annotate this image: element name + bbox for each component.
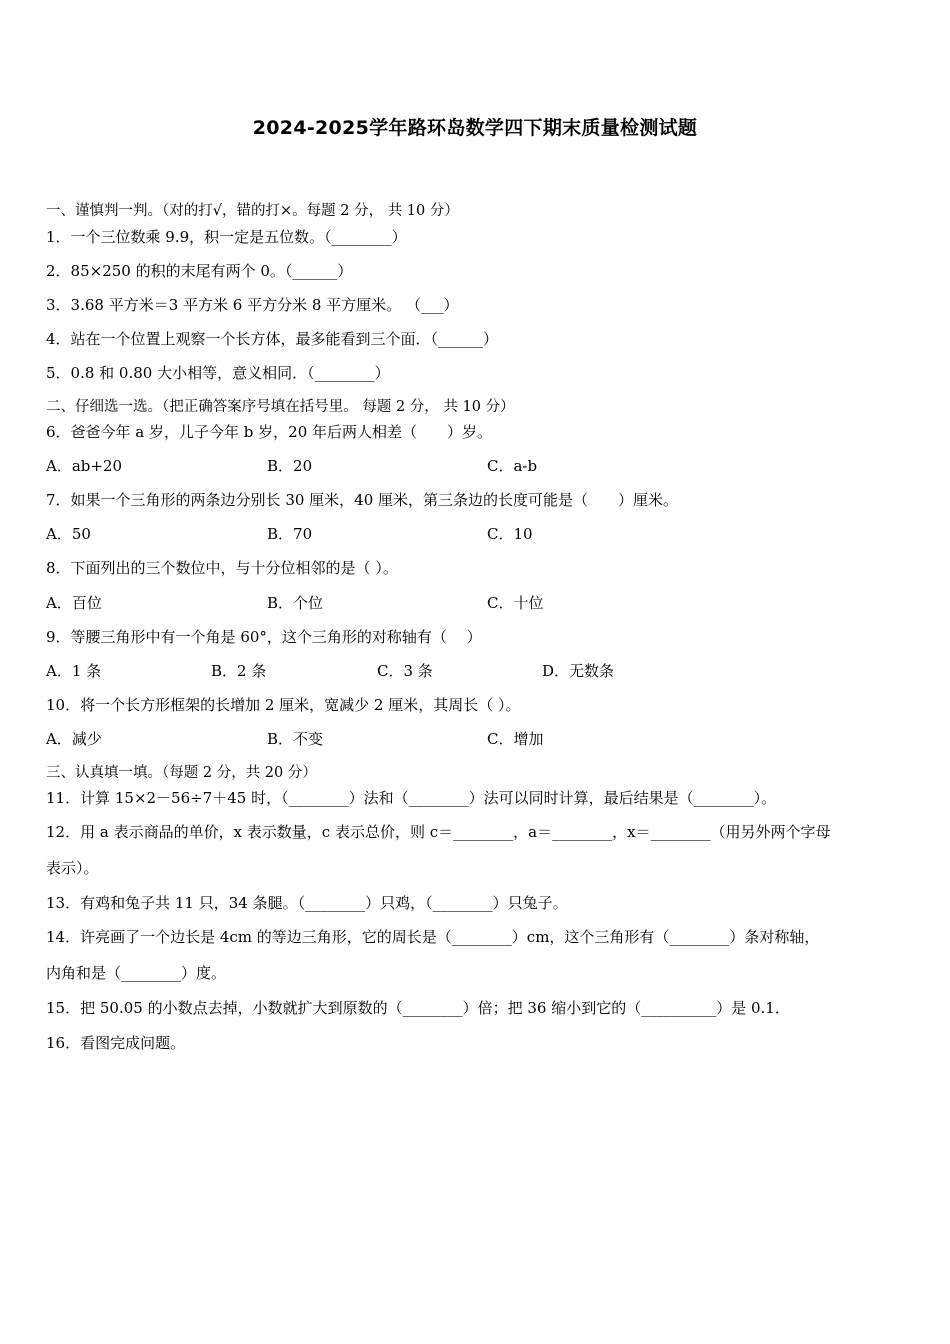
question-9-option-c: C．3 条	[377, 662, 433, 680]
question-7-option-c: C．10	[487, 525, 533, 543]
question-4: 4．站在一个位置上观察一个长方体，最多能看到三个面．（______）	[46, 330, 499, 348]
question-6-option-a: A．ab+20	[46, 457, 123, 475]
question-6: 6．爸爸今年 a 岁，儿子今年 b 岁，20 年后两人相差（ ）岁。	[46, 423, 493, 441]
question-5: 5．0.8 和 0.80 大小相等，意义相同．（________）	[46, 364, 390, 382]
question-2: 2．85×250 的积的末尾有两个 0。（______）	[46, 262, 353, 280]
question-12-line-1: 12．用 a 表示商品的单价，x 表示数量，c 表示总价，则 c＝________，a＝________，x＝________（用另外两个字母	[46, 823, 831, 841]
question-7-option-b: B．70	[267, 525, 313, 543]
question-8-option-a: A．百位	[46, 594, 102, 612]
section-2-heading: 二、仔细选一选。（把正确答案序号填在括号里。 每题 2 分， 共 10 分）	[46, 399, 515, 415]
question-15: 15．把 50.05 的小数点去掉，小数就扩大到原数的（________）倍；把 36 缩小到它的（__________）是 0.1．	[46, 999, 790, 1017]
question-14-line-1: 14．许亮画了一个边长是 4cm 的等边三角形，它的周长是（________）cm，这个三角形有（________）条对称轴，	[46, 928, 820, 946]
page-title: 2024-2025学年路环岛数学四下期末质量检测试题	[252, 117, 698, 139]
question-9-option-b: B．2 条	[211, 662, 267, 680]
section-3-heading: 三、认真填一填。（每题 2 分，共 20 分）	[46, 765, 317, 781]
question-16: 16．看图完成问题。	[46, 1034, 186, 1052]
question-11: 11．计算 15×2－56÷7＋45 时，（________）法和（________）法可以同时计算，最后结果是（________）。	[46, 789, 777, 807]
question-3: 3．3.68 平方米＝3 平方米 6 平方分米 8 平方厘米。 （___）	[46, 296, 459, 314]
section-1-heading: 一、谨慎判一判。（对的打√，错的打×。每题 2 分， 共 10 分）	[46, 203, 459, 219]
question-10-option-c: C．增加	[487, 730, 544, 748]
question-8-option-c: C．十位	[487, 594, 544, 612]
question-14-line-2: 内角和是（________）度。	[46, 964, 227, 982]
question-9: 9．等腰三角形中有一个角是 60°，这个三角形的对称轴有（ ）	[46, 628, 482, 646]
question-10-option-b: B．不变	[267, 730, 324, 748]
question-10: 10．将一个长方形框架的长增加 2 厘米，宽减少 2 厘米，其周长（ ）。	[46, 696, 521, 714]
question-6-option-c: C．a-b	[487, 457, 538, 475]
question-6-option-b: B．20	[267, 457, 313, 475]
question-9-option-d: D．无数条	[542, 662, 615, 680]
question-13: 13．有鸡和兔子共 11 只，34 条腿。（________）只鸡，（________）只兔子。	[46, 894, 568, 912]
question-7: 7．如果一个三角形的两条边分别长 30 厘米，40 厘米，第三条边的长度可能是（ ）厘米。	[46, 491, 679, 509]
question-9-option-a: A．1 条	[46, 662, 102, 680]
question-7-option-a: A．50	[46, 525, 91, 543]
question-12-line-2: 表示）。	[46, 859, 99, 877]
question-8: 8．下面列出的三个数位中，与十分位相邻的是（ ）。	[46, 559, 398, 577]
question-10-option-a: A．减少	[46, 730, 102, 748]
question-8-option-b: B．个位	[267, 594, 324, 612]
question-1: 1．一个三位数乘 9.9，积一定是五位数。（________）	[46, 228, 407, 246]
